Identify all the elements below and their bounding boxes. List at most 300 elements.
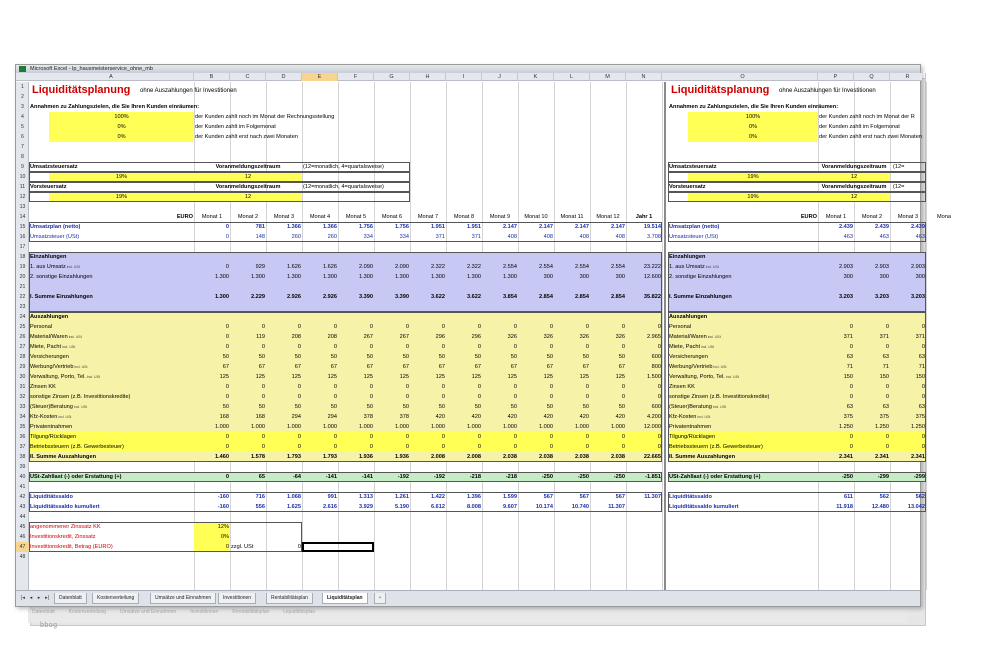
vst-rate[interactable]: 19% [115, 194, 128, 200]
saldo-value[interactable]: 1.422 [431, 494, 445, 500]
auszahlung-value[interactable]: 296 [435, 334, 445, 340]
row-header-44[interactable]: 44 [19, 514, 26, 520]
saldo-kumuliert-value[interactable]: 5.190 [395, 504, 409, 510]
row-header-39[interactable]: 39 [19, 464, 26, 470]
auszahlung-value[interactable]: 0 [549, 434, 553, 440]
auszahlung-label[interactable]: Verwaltung, Porto, Tel. incl. USt [30, 374, 100, 380]
ust-zahllast-value[interactable]: -250 [841, 474, 853, 480]
next-sheet-icon[interactable]: ▸ [37, 595, 41, 601]
einzahlung-value[interactable]: 1.300 [431, 274, 445, 280]
row-header-28[interactable]: 28 [19, 354, 26, 360]
row-header-46[interactable]: 46 [19, 534, 26, 540]
auszahlung-value[interactable]: 1.000 [431, 424, 445, 430]
auszahlung-value[interactable]: 125 [507, 374, 517, 380]
auszahlungen-sum-value[interactable]: 1.578 [251, 454, 265, 460]
auszahlung-value[interactable]: 0 [885, 394, 889, 400]
column-header-L[interactable]: L [554, 73, 590, 81]
auszahlung-value[interactable]: 63 [918, 404, 925, 410]
period-value[interactable]: 12 [244, 174, 252, 180]
ust-zahllast-value[interactable]: -299 [877, 474, 889, 480]
auszahlung-value[interactable]: 0 [585, 394, 589, 400]
row-header-34[interactable]: 34 [19, 414, 26, 420]
auszahlungen-sum-value[interactable]: 1.936 [395, 454, 409, 460]
period-value[interactable]: 12 [244, 194, 252, 200]
auszahlungen-sum-value[interactable]: 2.008 [431, 454, 445, 460]
payment-text[interactable]: der Kunden zahlt noch im Monat der Rechnungsstellung [195, 114, 335, 120]
auszahlung-total[interactable]: 0 [657, 434, 661, 440]
einzahlung-value[interactable]: 1.626 [287, 264, 301, 270]
umsatzplan-value[interactable]: 1.366 [287, 224, 301, 230]
row-header-37[interactable]: 37 [19, 444, 26, 450]
auszahlung-value[interactable]: 125 [255, 374, 265, 380]
auszahlung-label[interactable]: Personal [30, 324, 53, 330]
auszahlung-value[interactable]: 0 [477, 324, 481, 330]
auszahlung-value[interactable]: 0 [549, 444, 553, 450]
auszahlung-value[interactable]: 0 [621, 324, 625, 330]
einzahlungen-sum-value[interactable]: 3.854 [503, 294, 517, 300]
auszahlung-value[interactable]: 0 [621, 434, 625, 440]
ust-zahllast-value[interactable]: 65 [258, 474, 265, 480]
payment-pct[interactable]: 0% [117, 134, 126, 140]
auszahlungen-sum-label[interactable]: II. Summe Auszahlungen [30, 454, 96, 460]
auszahlung-value[interactable]: 375 [879, 414, 889, 420]
einzahlung-value[interactable]: 2.554 [611, 264, 625, 270]
period-label[interactable]: Voranmeldungszeitraum [215, 184, 281, 190]
month-header[interactable]: Monat 4 [309, 214, 331, 220]
auszahlung-value[interactable]: 326 [615, 334, 625, 340]
einzahlungen-sum-value[interactable]: 2.854 [611, 294, 625, 300]
auszahlung-value[interactable]: 0 [849, 384, 853, 390]
auszahlung-value[interactable]: 296 [471, 334, 481, 340]
saldo-value[interactable]: 716 [255, 494, 265, 500]
auszahlungen-sum-value[interactable]: 2.038 [611, 454, 625, 460]
umsatzplan-value[interactable]: 2.147 [539, 224, 553, 230]
auszahlung-value[interactable]: 1.250 [875, 424, 889, 430]
auszahlung-value[interactable]: 50 [582, 404, 589, 410]
auszahlung-value[interactable]: 0 [225, 384, 229, 390]
row-header-17[interactable]: 17 [19, 244, 26, 250]
einzahlungen-sum-value[interactable]: 3.622 [431, 294, 445, 300]
auszahlung-value[interactable]: 0 [297, 344, 301, 350]
auszahlung-value[interactable]: 125 [615, 374, 625, 380]
einzahlung-total[interactable]: 23.222 [643, 264, 661, 270]
inv-zins-label[interactable]: Investitionskredit, Zinssatz [30, 534, 96, 540]
row-header-6[interactable]: 6 [21, 134, 24, 140]
auszahlung-value[interactable]: 0 [333, 324, 337, 330]
auszahlungen-sum-value[interactable]: 1.793 [287, 454, 301, 460]
period-note-truncated[interactable]: (12= [893, 164, 905, 170]
umsatzsteuer-value[interactable]: 371 [435, 234, 445, 240]
umsatzsteuer-value[interactable]: 148 [255, 234, 265, 240]
einzahlung-value[interactable]: 2.322 [467, 264, 481, 270]
ust-rate[interactable]: 19% [115, 174, 128, 180]
row-header-10[interactable]: 10 [19, 174, 26, 180]
auszahlung-total[interactable]: 600 [651, 404, 661, 410]
auszahlung-value[interactable]: 125 [363, 374, 373, 380]
auszahlung-label[interactable]: Betriebssteuern (z.B. Gewerbesteuer) [30, 444, 124, 450]
auszahlung-value[interactable]: 67 [258, 364, 265, 370]
auszahlung-value[interactable]: 0 [885, 444, 889, 450]
row-header-27[interactable]: 27 [19, 344, 26, 350]
auszahlung-value[interactable]: 208 [291, 334, 301, 340]
column-header-E[interactable]: E [302, 73, 338, 81]
auszahlung-value[interactable]: 0 [297, 444, 301, 450]
column-header-G[interactable]: G [374, 73, 410, 81]
auszahlung-value[interactable]: 0 [225, 344, 229, 350]
auszahlung-value[interactable]: 420 [615, 414, 625, 420]
auszahlung-label[interactable]: Miete, Pacht incl. USt [30, 344, 76, 350]
auszahlung-value[interactable]: 375 [843, 414, 853, 420]
einzahlungen-sum-value[interactable]: 2.229 [251, 294, 265, 300]
auszahlung-value[interactable]: 267 [399, 334, 409, 340]
auszahlung-value[interactable]: 0 [477, 394, 481, 400]
auszahlung-value[interactable]: 0 [405, 434, 409, 440]
umsatzsteuer-value[interactable]: 334 [363, 234, 373, 240]
column-header-C[interactable]: C [230, 73, 266, 81]
auszahlung-value[interactable]: 0 [513, 444, 517, 450]
auszahlung-value[interactable]: 50 [546, 354, 553, 360]
saldo-value[interactable]: 1.068 [287, 494, 301, 500]
row-header-5[interactable]: 5 [21, 124, 24, 130]
month-header[interactable]: Monat 9 [489, 214, 511, 220]
auszahlung-value[interactable]: 50 [474, 404, 481, 410]
einzahlungen-sum-value[interactable]: 2.926 [323, 294, 337, 300]
row-header-36[interactable]: 36 [19, 434, 26, 440]
auszahlung-value[interactable]: 0 [333, 434, 337, 440]
saldo-total[interactable]: 11.307 [644, 494, 661, 500]
auszahlung-value[interactable]: 1.000 [467, 424, 481, 430]
insert-sheet-tab[interactable]: + [374, 593, 386, 604]
auszahlung-value[interactable]: 0 [621, 444, 625, 450]
ust-zahllast-value[interactable]: -192 [433, 474, 445, 480]
auszahlung-value[interactable]: 0 [549, 394, 553, 400]
saldo-kumuliert-label[interactable]: Liquiditätssaldo kumuliert [669, 504, 739, 510]
auszahlung-value[interactable]: 420 [507, 414, 517, 420]
auszahlung-value[interactable]: 0 [261, 324, 265, 330]
einzahlungen-sum-value[interactable]: 1.300 [215, 294, 229, 300]
auszahlung-value[interactable]: 0 [333, 384, 337, 390]
saldo-kumuliert-value[interactable]: 556 [255, 504, 265, 510]
auszahlung-value[interactable]: 0 [921, 344, 925, 350]
auszahlung-value[interactable]: 50 [294, 354, 301, 360]
auszahlung-value[interactable]: 50 [438, 404, 445, 410]
column-header-P[interactable]: P [818, 73, 854, 81]
auszahlung-value[interactable]: 0 [441, 394, 445, 400]
auszahlung-value[interactable]: 1.000 [503, 424, 517, 430]
row-header-15[interactable]: 15 [19, 224, 26, 230]
auszahlung-value[interactable]: 0 [921, 444, 925, 450]
auszahlung-label[interactable]: Werbung/Vertrieb incl. USt [30, 364, 88, 370]
umsatzplan-value[interactable]: 1.951 [467, 224, 481, 230]
einzahlung-label[interactable]: 2. sonstige Einzahlungen [30, 274, 93, 280]
saldo-value[interactable]: 1.261 [395, 494, 409, 500]
row-header-9[interactable]: 9 [21, 164, 24, 170]
auszahlung-label[interactable]: Versicherungen [669, 354, 708, 360]
auszahlung-value[interactable]: 125 [579, 374, 589, 380]
sheet-tab-6[interactable]: Liquiditätsplan [322, 593, 368, 604]
auszahlung-label[interactable]: sonstige Zinsen (z.B. Investitionskredite) [669, 394, 770, 400]
month-header[interactable]: Monat 5 [345, 214, 367, 220]
row-header-12[interactable]: 12 [19, 194, 26, 200]
auszahlung-value[interactable]: 0 [369, 434, 373, 440]
auszahlung-value[interactable]: 0 [921, 324, 925, 330]
ust-zahllast-value[interactable]: -250 [577, 474, 589, 480]
saldo-value[interactable]: 567 [579, 494, 589, 500]
prev-sheet-icon[interactable]: ◂ [29, 595, 33, 601]
column-header-R[interactable]: R [890, 73, 926, 81]
auszahlung-value[interactable]: 50 [366, 404, 373, 410]
inv-betrag-label[interactable]: Investitionskredit, Betrag (EURO) [30, 544, 113, 550]
auszahlung-value[interactable]: 0 [921, 384, 925, 390]
column-header-H[interactable]: H [410, 73, 446, 81]
auszahlung-value[interactable]: 0 [585, 434, 589, 440]
umsatzplan-value[interactable]: 1.756 [359, 224, 373, 230]
auszahlung-value[interactable]: 50 [222, 404, 229, 410]
auszahlung-value[interactable]: 1.000 [359, 424, 373, 430]
auszahlung-value[interactable]: 67 [294, 364, 301, 370]
auszahlung-value[interactable]: 0 [261, 434, 265, 440]
auszahlung-value[interactable]: 0 [549, 324, 553, 330]
auszahlungen-sum-value[interactable]: 2.341 [875, 454, 889, 460]
auszahlung-value[interactable]: 0 [441, 434, 445, 440]
auszahlung-value[interactable]: 0 [585, 444, 589, 450]
saldo-kumuliert-value[interactable]: 10.174 [535, 504, 553, 510]
auszahlungen-sum-total[interactable]: 22.665 [643, 454, 661, 460]
auszahlung-value[interactable]: 420 [579, 414, 589, 420]
saldo-kumuliert-value[interactable]: 9.607 [503, 504, 517, 510]
payment-pct[interactable]: 0% [748, 134, 758, 140]
inv-betrag-value[interactable]: 0 [225, 544, 229, 550]
auszahlung-value[interactable]: 420 [543, 414, 553, 420]
month-header[interactable]: Monat 8 [453, 214, 475, 220]
auszahlung-value[interactable]: 0 [261, 394, 265, 400]
einzahlung-value[interactable]: 1.300 [215, 274, 229, 280]
auszahlung-value[interactable]: 50 [510, 354, 517, 360]
sheet-tab-1[interactable]: Datenblatt [54, 593, 87, 604]
row-header-40[interactable]: 40 [19, 474, 26, 480]
row-header-47[interactable]: 47 [16, 542, 29, 552]
period-note[interactable]: (12=monatlich, 4=quartalsweise) [303, 184, 384, 190]
umsatzsteuer-value[interactable]: 463 [843, 234, 853, 240]
row-header-42[interactable]: 42 [19, 494, 26, 500]
auszahlung-total[interactable]: 0 [657, 394, 661, 400]
auszahlung-label[interactable]: Material/Waren incl. USt [669, 334, 721, 340]
saldo-kumuliert-value[interactable]: 8.008 [467, 504, 481, 510]
period-note-truncated[interactable]: (12= [893, 184, 905, 190]
einzahlung-value[interactable]: 300 [579, 274, 589, 280]
umsatzplan-value[interactable]: 781 [255, 224, 265, 230]
einzahlungen-sum-label[interactable]: I. Summe Einzahlungen [669, 294, 732, 300]
einzahlungen-sum-value[interactable]: 2.854 [575, 294, 589, 300]
row-header-16[interactable]: 16 [19, 234, 26, 240]
saldo-kumuliert-value[interactable]: 2.616 [323, 504, 337, 510]
ust-zahllast-value[interactable]: 0 [225, 474, 229, 480]
auszahlung-label[interactable]: Verwaltung, Porto, Tel. incl. USt [669, 374, 739, 380]
auszahlung-value[interactable]: 67 [474, 364, 481, 370]
umsatzplan-value[interactable]: 2.439 [875, 224, 889, 230]
einzahlung-value[interactable]: 0 [225, 264, 229, 270]
einzahlung-label[interactable]: 1. aus Umsatz incl. USt [669, 264, 719, 270]
row-header-8[interactable]: 8 [21, 154, 24, 160]
ust-zahllast-value[interactable]: -299 [913, 474, 925, 480]
auszahlung-value[interactable]: 63 [882, 404, 889, 410]
row-header-13[interactable]: 13 [19, 204, 26, 210]
ust-zahllast-value[interactable]: -192 [397, 474, 409, 480]
saldo-kumuliert-value[interactable]: 13.042 [907, 504, 925, 510]
row-header-30[interactable]: 30 [19, 374, 26, 380]
row-header-14[interactable]: 14 [19, 214, 26, 220]
period-label[interactable]: Voranmeldungszeitraum [821, 184, 887, 190]
einzahlung-value[interactable]: 1.300 [251, 274, 265, 280]
einzahlung-value[interactable]: 1.300 [359, 274, 373, 280]
auszahlung-value[interactable]: 150 [843, 374, 853, 380]
umsatzplan-label[interactable]: Umsatzplan (netto) [669, 224, 720, 230]
auszahlung-value[interactable]: 0 [477, 384, 481, 390]
auszahlung-value[interactable]: 1.000 [215, 424, 229, 430]
auszahlungen-sum-value[interactable]: 1.460 [215, 454, 229, 460]
saldo-value[interactable]: 562 [879, 494, 889, 500]
auszahlung-value[interactable]: 0 [225, 394, 229, 400]
auszahlung-value[interactable]: 168 [255, 414, 265, 420]
einzahlung-total[interactable]: 12.600 [643, 274, 661, 280]
period-label[interactable]: Voranmeldungszeitraum [215, 164, 281, 170]
auszahlung-value[interactable]: 0 [405, 344, 409, 350]
auszahlung-label[interactable]: Kfz-Kosten incl. USt [30, 414, 72, 420]
auszahlung-value[interactable]: 50 [402, 404, 409, 410]
auszahlung-value[interactable]: 375 [915, 414, 925, 420]
auszahlung-value[interactable]: 378 [363, 414, 373, 420]
saldo-kumuliert-value[interactable]: 11.307 [608, 504, 625, 510]
auszahlung-value[interactable]: 63 [846, 404, 853, 410]
saldo-kumuliert-value[interactable]: 11.918 [836, 504, 853, 510]
ust-zahllast-value[interactable]: -218 [505, 474, 517, 480]
auszahlung-value[interactable]: 0 [405, 324, 409, 330]
row-header-45[interactable]: 45 [19, 524, 26, 530]
row-header-26[interactable]: 26 [19, 334, 26, 340]
auszahlung-total[interactable]: 12.000 [643, 424, 661, 430]
auszahlung-value[interactable]: 71 [918, 364, 925, 370]
auszahlung-label[interactable]: Material/Waren incl. USt [30, 334, 82, 340]
payment-text-truncated[interactable]: der Kunden zahlt im Folgemonat [819, 124, 900, 130]
auszahlung-value[interactable]: 0 [921, 394, 925, 400]
auszahlung-value[interactable]: 50 [258, 354, 265, 360]
auszahlung-value[interactable]: 50 [582, 354, 589, 360]
auszahlung-total[interactable]: 4.200 [647, 414, 661, 420]
first-sheet-icon[interactable]: |◂ [21, 595, 25, 601]
row-header-48[interactable]: 48 [19, 554, 26, 560]
auszahlung-total[interactable]: 0 [657, 344, 661, 350]
einzahlung-value[interactable]: 2.903 [911, 264, 925, 270]
payment-text[interactable]: der Kunden zahlt erst nach zwei Monaten [195, 134, 298, 140]
column-header-F[interactable]: F [338, 73, 374, 81]
auszahlung-label[interactable]: (Steuer)Beratung incl. USt [30, 404, 87, 410]
auszahlung-value[interactable]: 67 [402, 364, 409, 370]
auszahlung-value[interactable]: 125 [471, 374, 481, 380]
auszahlung-value[interactable]: 50 [546, 404, 553, 410]
sheet-tab-4[interactable]: Investitionen [218, 593, 256, 604]
auszahlung-value[interactable]: 0 [885, 344, 889, 350]
umsatzsteuer-value[interactable]: 260 [291, 234, 301, 240]
auszahlung-value[interactable]: 0 [333, 444, 337, 450]
column-header-J[interactable]: J [482, 73, 518, 81]
auszahlung-label[interactable]: Werbung/Vertrieb incl. USt [669, 364, 727, 370]
auszahlung-value[interactable]: 0 [849, 344, 853, 350]
month-header[interactable]: Monat 6 [381, 214, 403, 220]
einzahlungen-sum-value[interactable]: 3.203 [875, 294, 889, 300]
auszahlung-value[interactable]: 0 [885, 434, 889, 440]
auszahlung-label[interactable]: Privatentnahmen [669, 424, 712, 430]
auszahlung-value[interactable]: 0 [333, 344, 337, 350]
row-header-38[interactable]: 38 [19, 454, 26, 460]
auszahlung-value[interactable]: 50 [438, 354, 445, 360]
auszahlungen-heading[interactable]: Auszahlungen [669, 314, 708, 320]
saldo-value[interactable]: 562 [915, 494, 925, 500]
auszahlung-value[interactable]: 50 [510, 404, 517, 410]
auszahlungen-sum-value[interactable]: 1.793 [323, 454, 337, 460]
auszahlung-value[interactable]: 67 [510, 364, 517, 370]
row-header-21[interactable]: 21 [19, 284, 26, 290]
auszahlung-label[interactable]: sonstige Zinsen (z.B. Investitionskredite) [30, 394, 131, 400]
payment-pct[interactable]: 0% [117, 124, 126, 130]
row-header-29[interactable]: 29 [19, 364, 26, 370]
month-header[interactable]: Monat 12 [596, 214, 620, 220]
auszahlung-value[interactable]: 1.000 [287, 424, 301, 430]
auszahlung-value[interactable]: 0 [369, 444, 373, 450]
auszahlung-value[interactable]: 1.250 [911, 424, 925, 430]
ust-zahllast-value[interactable]: -141 [325, 474, 337, 480]
auszahlungen-sum-value[interactable]: 2.341 [839, 454, 853, 460]
vst-label[interactable]: Vorsteuersatz [30, 184, 67, 190]
auszahlung-value[interactable]: 0 [549, 344, 553, 350]
row-header-11[interactable]: 11 [19, 184, 26, 190]
einzahlung-value[interactable]: 2.554 [575, 264, 589, 270]
auszahlung-label[interactable]: Zinsen KK [669, 384, 695, 390]
ust-zahllast-value[interactable]: -218 [469, 474, 481, 480]
row-header-35[interactable]: 35 [19, 424, 26, 430]
month-header[interactable]: Monat 2 [861, 214, 883, 220]
auszahlung-value[interactable]: 63 [882, 354, 889, 360]
zzgl-value[interactable]: 0 [297, 544, 301, 550]
auszahlung-value[interactable]: 0 [369, 324, 373, 330]
auszahlung-value[interactable]: 0 [585, 324, 589, 330]
einzahlung-value[interactable]: 300 [543, 274, 553, 280]
auszahlung-value[interactable]: 50 [330, 404, 337, 410]
auszahlung-total[interactable]: 0 [657, 384, 661, 390]
umsatzplan-value[interactable]: 1.366 [323, 224, 337, 230]
einzahlung-value[interactable]: 2.090 [395, 264, 409, 270]
auszahlungen-sum-value[interactable]: 1.936 [359, 454, 373, 460]
auszahlung-value[interactable]: 67 [330, 364, 337, 370]
einzahlung-label[interactable]: 2. sonstige Einzahlungen [669, 274, 732, 280]
ust-label[interactable]: Umsatzsteuersatz [30, 164, 78, 170]
auszahlung-value[interactable]: 150 [915, 374, 925, 380]
auszahlung-value[interactable]: 0 [297, 394, 301, 400]
row-header-24[interactable]: 24 [19, 314, 26, 320]
zins-value[interactable]: 12% [217, 524, 229, 530]
saldo-kumuliert-value[interactable]: -160 [217, 504, 229, 510]
saldo-label[interactable]: Liquiditätssaldo [30, 494, 73, 500]
saldo-value[interactable]: -160 [217, 494, 229, 500]
period-note[interactable]: (12=monatlich, 4=quartalsweise) [303, 164, 384, 170]
auszahlung-label[interactable]: Privatentnahmen [30, 424, 73, 430]
month-header[interactable]: Monat 3 [273, 214, 295, 220]
ust-zahllast-value[interactable]: -250 [541, 474, 553, 480]
auszahlung-value[interactable]: 0 [621, 384, 625, 390]
auszahlung-value[interactable]: 0 [369, 394, 373, 400]
umsatzsteuer-value[interactable]: 371 [471, 234, 481, 240]
einzahlungen-sum-value[interactable]: 3.622 [467, 294, 481, 300]
period-value[interactable]: 12 [850, 194, 858, 200]
